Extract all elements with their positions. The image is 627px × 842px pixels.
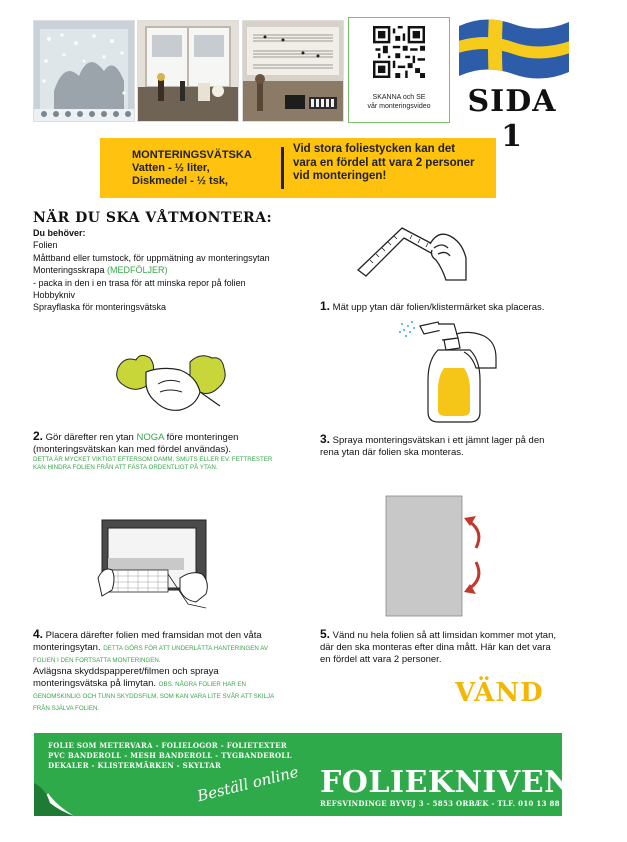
step-note: OBS. NÅGRA FOLIER HAR EN GENOMSKINLIG OCH TUNN SKYDDSFILM, SOM KAN VARA LITE SVÅR ATT SKILJA FRÅN SJÄLVA FOLIEN. — [33, 681, 274, 712]
recipe-soap: Diskmedel - ½ tsk, — [132, 175, 228, 187]
photo-window-ornaments — [137, 20, 239, 122]
photo-frosted-window — [33, 20, 135, 122]
step-2 — [33, 430, 283, 471]
company-address: REFSVINDINGE BYVEJ 3 - 5853 ORBÆK - TLF. 010 13 88 888 — [320, 799, 579, 808]
tip-line1: Vid stora foliestycken kan det — [293, 143, 456, 155]
tip-line3: vid monteringen! — [293, 170, 387, 182]
swedish-flag-icon — [455, 14, 573, 82]
step-number: 5. — [320, 627, 331, 641]
step-text: Vänd nu hela folien så att limsidan kommer mot ytan, där den ska monteras efter dina mått. Här kan det vara en fördel att vara 2 personer. — [320, 630, 557, 665]
requirements-list — [33, 227, 270, 314]
step-text: Mät upp ytan där folien/klistermärket ska placeras. — [330, 302, 545, 313]
step-1 — [320, 300, 565, 314]
step-text — [33, 666, 288, 714]
recipe-title: MONTERINGSVÄTSKA — [132, 149, 252, 161]
step-5 — [320, 628, 560, 666]
film-placement-illustration — [98, 518, 213, 613]
services-line: DEKALER - KLISTERMÄRKEN - SKYLTAR — [48, 761, 222, 770]
step-4 — [33, 628, 288, 714]
qr-code-panel[interactable] — [348, 17, 450, 123]
step-number: 2. — [33, 429, 44, 443]
measuring-tape-illustration — [350, 220, 470, 288]
footer-services — [48, 741, 292, 771]
list-item: Måttband eller tumstock, för uppmätning av monteringsytan — [33, 252, 270, 263]
recipe-water: Vatten - ½ liter, — [132, 162, 210, 174]
requirements-title: Du behöver: — [33, 228, 86, 238]
included-badge: (MEDFÖLJER) — [107, 265, 168, 276]
step-number: 3. — [320, 432, 331, 446]
list-item: Folien — [33, 240, 58, 251]
banner-divider — [281, 147, 284, 189]
list-item: Sprayflaska för monteringsvätska — [33, 302, 167, 313]
qr-caption-line2: vår monteringsvideo — [367, 103, 431, 110]
step-text: Gör därefter ren ytan — [43, 432, 137, 443]
section-heading: NÄR DU SKA VÅTMONTERA: — [33, 210, 273, 226]
page-label: SIDA 1 — [467, 84, 557, 154]
step-text-line: Avlägsna skyddspapperet/filmen och spraya monteringsvätska på limytan. — [33, 666, 219, 689]
turn-page-label: VÄND — [455, 678, 544, 708]
step-emphasis: NOGA — [136, 432, 164, 443]
liquid-recipe — [132, 149, 252, 188]
qr-code-icon — [373, 26, 425, 78]
step-warning: DETTA ÄR MYCKET VIKTIGT EFTERSOM DAMM, SMUTS ELLER EV. FETTRESTER KAN HINDRA FOLIEN FRÅN ATT FÄSTA ORDENTLIGT PÅ YTAN. — [33, 456, 273, 471]
step-number: 4. — [33, 627, 44, 641]
photo-music-desk — [242, 20, 344, 122]
step-number: 1. — [320, 299, 331, 313]
two-person-tip — [293, 143, 475, 184]
film-turn-illustration — [380, 496, 490, 618]
step-text: Spraya monteringsvätskan i ett jämnt lager på den rena ytan där folien ska monteras. — [320, 435, 545, 458]
qr-caption-line1: SKANNA och SE — [372, 94, 426, 101]
services-line: FOLIE SOM METERVARA - FOLIELOGOR - FOLIETEXTER — [48, 741, 287, 750]
order-online-link[interactable]: Beställ online — [195, 762, 301, 806]
brand-logo[interactable]: FOLIEKNIVEN.SE — [320, 765, 627, 800]
list-item-text: Monteringsskrapa — [33, 265, 108, 276]
step-text: före monteringen (monteringsvätskan kan med fördel användas). — [33, 432, 239, 455]
step-text: Placera därefter folien med framsidan mot den våta monteringsytan. — [33, 630, 262, 653]
spray-bottle-illustration — [398, 316, 498, 426]
cleaning-cloth-illustration — [110, 348, 230, 416]
step-note: DETTA GÖRS FÖR ATT UNDERLÄTTA HANTERINGEN AV FOLIEN I DEN FORTSATTA MONTERINGEN. — [33, 645, 269, 664]
footer-banner — [34, 733, 627, 816]
arrow-icon — [470, 522, 479, 588]
tip-line2: vara en fördel att vara 2 personer — [293, 156, 475, 169]
list-item: Hobbykniv — [33, 290, 76, 301]
list-item — [33, 264, 270, 276]
services-line: PVC BANDEROLL - MESH BANDEROLL - TYGBANDEROLL — [48, 751, 292, 760]
list-item: - packa in den i en trasa för att minska repor på folien — [33, 277, 246, 288]
mounting-liquid-banner — [100, 138, 496, 198]
step-3 — [320, 433, 565, 459]
